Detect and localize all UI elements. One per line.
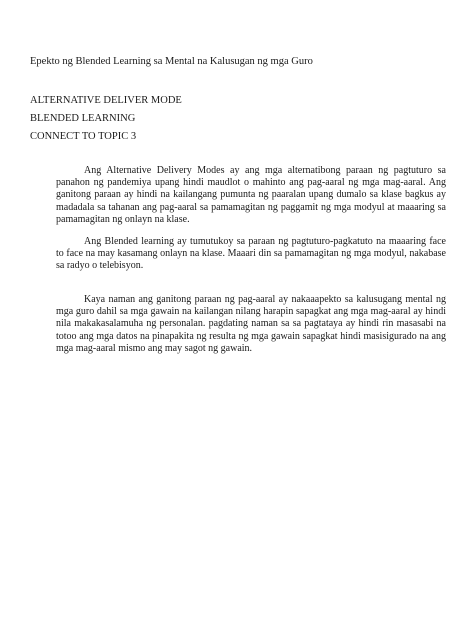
- paragraph-blended-learning: Ang Blended learning ay tumutukoy sa paraan ng pagtuturo-pagkatuto na maaaring face to face na may kasamang onlayn na klase. Maaari din sa pamamagitan ng mga modyul, nakabase sa radyo o telebisyon.: [56, 236, 446, 272]
- heading-blended-learning: BLENDED LEARNING: [30, 113, 136, 124]
- paragraph-alternative-delivery-modes: Ang Alternative Delivery Modes ay ang mga alternatibong paraan ng pagtuturo sa panahon ng pandemiya upang hindi maudlot o mahinto ang pag-aaral ng mga mag-aaral. Ang ganitong paraan ay hindi na kailangang pumunta ng paaralan upang dumalo sa klase bagkus ay madadala sa tahanan ang pag-aaral sa pamamagitan ng paggamit ng mga modyul at maaaring sa pamamagitan ng onlayn na klase.: [56, 165, 446, 225]
- heading-alternative-deliver-mode: ALTERNATIVE DELIVER MODE: [30, 95, 182, 106]
- heading-connect-to-topic: CONNECT TO TOPIC 3: [30, 131, 137, 142]
- document-title: Epekto ng Blended Learning sa Mental na Kalusugan ng mga Guro: [30, 56, 313, 67]
- paragraph-mental-health-effect: Kaya naman ang ganitong paraan ng pag-aaral ay nakaaapekto sa kalusugang mental ng mga guro dahil sa mga gawain na kailangan nilang harapin sapagkat ang mga mag-aaral ay hindi nila makakasalamuha ng personalan. pagdating naman sa sa pagtataya ay hindi rin masasabi na totoo ang mga datos na pinapakita ng resulta ng mga gawain sapagkat hindi masisigurado na ang mga mag-aaral mismo ang may sagot ng gawain.: [56, 294, 446, 354]
